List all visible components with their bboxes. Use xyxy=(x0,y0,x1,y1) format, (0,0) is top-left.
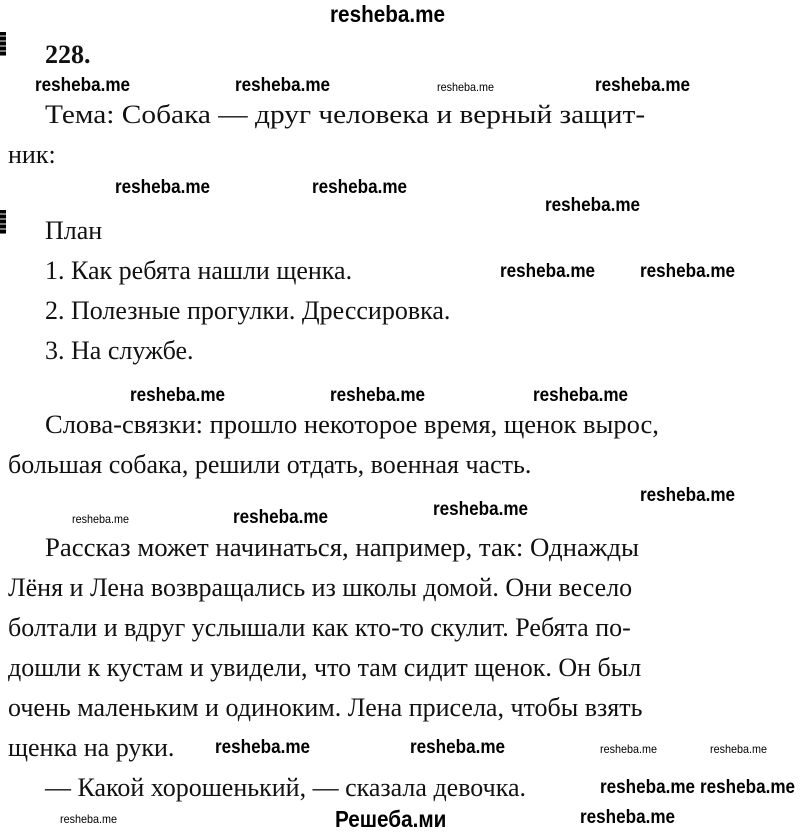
watermark: resheba.me xyxy=(330,385,426,406)
story-line: дошли к кустам и увидели, что там сидит щенок. Он был xyxy=(8,653,642,682)
watermark: resheba.me xyxy=(35,75,131,96)
watermark: resheba.me xyxy=(533,385,629,406)
watermark: resheba.me xyxy=(700,777,796,798)
watermark: resheba.me xyxy=(600,777,696,798)
watermark: resheba.me xyxy=(595,75,691,96)
watermark: resheba.me xyxy=(410,737,506,758)
watermark: resheba.me xyxy=(233,507,329,528)
watermark: resheba.me xyxy=(710,742,768,756)
watermark: resheba.me xyxy=(640,485,736,506)
topic-line: Тема: Собака — друг человека и верный защит- xyxy=(45,100,646,129)
story-line: Рассказ может начинаться, например, так: Однажды xyxy=(45,533,639,562)
plan-title: План xyxy=(45,216,103,245)
story-line: болтали и вдруг услышали как кто-то скулит. Ребята по- xyxy=(8,613,631,642)
topic-line: ник: xyxy=(8,140,56,169)
watermark: resheba.me xyxy=(500,261,596,282)
watermark: resheba.me xyxy=(600,742,658,756)
footer-watermark: Решеба.ми xyxy=(335,806,447,832)
header-watermark: resheba.me xyxy=(330,1,446,27)
linking-words-line: большая собака, решили отдать, военная часть. xyxy=(8,450,532,479)
plan-item: 3. На службе. xyxy=(45,336,194,365)
watermark: resheba.me xyxy=(580,807,676,828)
watermark: resheba.me xyxy=(545,195,641,216)
plan-item: 2. Полезные прогулки. Дрессировка. xyxy=(45,296,451,325)
watermark: resheba.me xyxy=(235,75,331,96)
watermark: resheba.me xyxy=(437,80,495,94)
watermark: resheba.me xyxy=(60,812,118,826)
watermark: resheba.me xyxy=(130,385,226,406)
watermark: resheba.me xyxy=(215,737,311,758)
watermark: resheba.me xyxy=(72,512,130,526)
dialogue-line: — Какой хорошенький, — сказала девочка. xyxy=(45,773,526,802)
watermark: resheba.me xyxy=(433,499,529,520)
scan-edge-mark xyxy=(0,32,6,56)
linking-words-line: Слова-связки: прошло некоторое время, щенок вырос, xyxy=(45,410,659,439)
story-line: очень маленьким и одиноким. Лена присела, чтобы взять xyxy=(8,693,643,722)
watermark: resheba.me xyxy=(115,177,211,198)
exercise-number: 228. xyxy=(45,40,91,69)
watermark: resheba.me xyxy=(640,261,736,282)
plan-item: 1. Как ребята нашли щенка. xyxy=(45,256,353,285)
story-line: Лёня и Лена возвращались из школы домой. Они весело xyxy=(8,573,633,602)
watermark: resheba.me xyxy=(312,177,408,198)
scan-edge-mark xyxy=(0,210,6,234)
story-line: щенка на руки. xyxy=(8,733,175,762)
